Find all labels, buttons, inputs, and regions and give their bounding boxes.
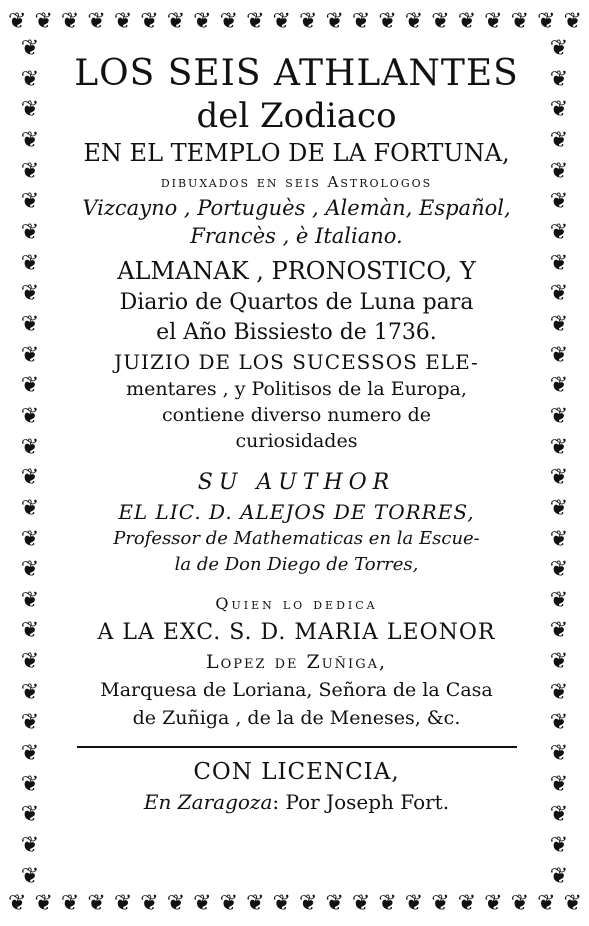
fleuron-icon: ❦	[20, 679, 40, 705]
fleuron-icon: ❦	[166, 891, 185, 916]
fleuron-icon: ❦	[20, 495, 40, 521]
fleuron-icon: ❦	[549, 802, 569, 828]
fleuron-icon: ❦	[20, 219, 40, 245]
fleuron-icon: ❦	[549, 250, 569, 276]
fleuron-icon: ❦	[549, 465, 569, 491]
dedicatee-title-line-2: de Zuñiga , de la de Meneses, &c.	[132, 707, 461, 729]
fleuron-icon: ❦	[20, 38, 40, 61]
imprint-separator: :	[272, 790, 286, 814]
horizontal-rule	[77, 746, 517, 748]
main-title: LOS SEIS ATHLANTES	[74, 53, 519, 94]
author-label: SU AUTHOR	[197, 470, 396, 495]
fleuron-icon: ❦	[20, 649, 40, 675]
dedication-intro: Quien lo dedica	[215, 594, 378, 613]
author-name: EL LIC. D. ALEJOS DE TORRES,	[118, 500, 475, 524]
curiosities-line: curiosidades	[235, 430, 358, 452]
ornamental-border-right	[539, 38, 579, 888]
fleuron-icon: ❦	[457, 9, 476, 34]
fleuron-icon: ❦	[549, 710, 569, 736]
fleuron-icon: ❦	[549, 342, 569, 368]
fleuron-icon: ❦	[431, 891, 449, 916]
fleuron-icon: ❦	[34, 891, 52, 916]
fleuron-icon: ❦	[549, 311, 569, 337]
fleuron-icon: ❦	[60, 9, 79, 34]
fleuron-icon: ❦	[378, 9, 396, 34]
fleuron-icon: ❦	[457, 891, 476, 916]
ornamental-border-bottom	[8, 886, 581, 922]
fleuron-icon: ❦	[20, 127, 40, 153]
fleuron-icon: ❦	[219, 9, 238, 34]
dedicatee-surname: Lopez de Zuñiga,	[205, 651, 388, 673]
fleuron-icon: ❦	[325, 891, 343, 916]
fleuron-icon: ❦	[549, 219, 569, 245]
fleuron-icon: ❦	[549, 618, 569, 644]
fleuron-icon: ❦	[20, 863, 40, 888]
title-subline: del Zodiaco	[196, 96, 397, 136]
fleuron-icon: ❦	[537, 9, 555, 34]
fleuron-icon: ❦	[20, 403, 40, 429]
ornamental-border-left	[10, 38, 50, 888]
fleuron-icon: ❦	[20, 587, 40, 613]
fleuron-icon: ❦	[549, 526, 569, 552]
fleuron-icon: ❦	[549, 66, 569, 92]
fleuron-icon: ❦	[20, 802, 40, 828]
almanak-diario-line: Diario de Quartos de Luna para	[119, 290, 474, 315]
fleuron-icon: ❦	[549, 557, 569, 583]
fleuron-icon: ❦	[60, 891, 79, 916]
author-role-line-1: Professor de Mathematicas en la Escue-	[113, 528, 480, 549]
fleuron-icon: ❦	[20, 465, 40, 491]
fleuron-icon: ❦	[272, 9, 290, 34]
fleuron-icon: ❦	[549, 833, 569, 859]
almanak-heading: ALMANAK , PRONOSTICO, Y	[117, 257, 476, 285]
fleuron-icon: ❦	[20, 618, 40, 644]
fleuron-icon: ❦	[431, 9, 449, 34]
fleuron-icon: ❦	[549, 587, 569, 613]
fleuron-icon: ❦	[549, 38, 569, 61]
title-page-text	[56, 46, 537, 876]
fleuron-icon: ❦	[20, 771, 40, 797]
fleuron-icon: ❦	[549, 649, 569, 675]
fleuron-icon: ❦	[549, 158, 569, 184]
fleuron-icon: ❦	[20, 373, 40, 399]
fleuron-icon: ❦	[20, 710, 40, 736]
imprint-printer: Por Joseph Fort.	[285, 790, 450, 814]
fleuron-icon: ❦	[8, 9, 26, 34]
fleuron-icon: ❦	[549, 403, 569, 429]
fleuron-icon: ❦	[510, 891, 529, 916]
fleuron-icon: ❦	[20, 833, 40, 859]
juizio-line: JUIZIO DE LOS SUCESSOS ELE-	[114, 350, 479, 374]
fleuron-icon: ❦	[20, 311, 40, 337]
fleuron-icon: ❦	[325, 9, 343, 34]
title-nations-line: Vizcayno , Portuguès , Alemàn, Español,	[82, 196, 511, 220]
licence-line: CON LICENCIA,	[193, 759, 400, 785]
imprint-line	[56, 788, 537, 816]
fleuron-icon: ❦	[351, 891, 370, 916]
fleuron-icon: ❦	[87, 9, 105, 34]
fleuron-icon: ❦	[20, 158, 40, 184]
fleuron-icon: ❦	[219, 891, 238, 916]
fleuron-icon: ❦	[484, 9, 502, 34]
fleuron-icon: ❦	[87, 891, 105, 916]
fleuron-icon: ❦	[20, 250, 40, 276]
dedicatee-title-line-1: Marquesa de Loriana, Señora de la Casa	[100, 679, 493, 701]
fleuron-icon: ❦	[351, 9, 370, 34]
fleuron-icon: ❦	[166, 9, 185, 34]
fleuron-icon: ❦	[20, 97, 40, 123]
fleuron-icon: ❦	[34, 9, 52, 34]
fleuron-icon: ❦	[549, 679, 569, 705]
fleuron-icon: ❦	[549, 97, 569, 123]
fleuron-icon: ❦	[563, 891, 581, 916]
title-astrologers-line: dibuxados en seis Astrologos	[160, 173, 433, 191]
fleuron-icon: ❦	[140, 891, 158, 916]
fleuron-icon: ❦	[246, 9, 264, 34]
fleuron-icon: ❦	[378, 891, 396, 916]
fleuron-icon: ❦	[272, 891, 290, 916]
fleuron-icon: ❦	[549, 434, 569, 460]
fleuron-icon: ❦	[537, 891, 555, 916]
fleuron-icon: ❦	[20, 434, 40, 460]
fleuron-icon: ❦	[404, 891, 423, 916]
dedicatee-name: A LA EXC. S. D. MARIA LEONOR	[97, 620, 496, 645]
fleuron-icon: ❦	[549, 189, 569, 215]
fleuron-icon: ❦	[193, 9, 211, 34]
fleuron-icon: ❦	[246, 891, 264, 916]
fleuron-icon: ❦	[140, 9, 158, 34]
fleuron-icon: ❦	[549, 863, 569, 888]
imprint-place: En Zaragoza	[143, 790, 273, 814]
fleuron-icon: ❦	[549, 495, 569, 521]
fleuron-icon: ❦	[8, 891, 26, 916]
juizio-continued-line: mentares , y Politisos de la Europa,	[126, 378, 467, 400]
title-nations-line-2: Francès , è Italiano.	[190, 224, 403, 248]
ornamental-border-top	[8, 4, 581, 40]
fleuron-icon: ❦	[193, 891, 211, 916]
fleuron-icon: ❦	[20, 526, 40, 552]
fleuron-icon: ❦	[563, 9, 581, 34]
fleuron-icon: ❦	[510, 9, 529, 34]
almanak-year-line: el Año Bissiesto de 1736.	[156, 320, 437, 345]
fleuron-icon: ❦	[20, 342, 40, 368]
fleuron-icon: ❦	[549, 127, 569, 153]
fleuron-icon: ❦	[298, 891, 317, 916]
title-temple-line: EN EL TEMPLO DE LA FORTUNA,	[83, 139, 510, 167]
fleuron-icon: ❦	[20, 557, 40, 583]
author-role-line-2: la de Don Diego de Torres,	[174, 554, 419, 575]
fleuron-icon: ❦	[298, 9, 317, 34]
fleuron-icon: ❦	[113, 9, 132, 34]
fleuron-icon: ❦	[113, 891, 132, 916]
fleuron-icon: ❦	[20, 281, 40, 307]
fleuron-icon: ❦	[549, 281, 569, 307]
fleuron-icon: ❦	[20, 189, 40, 215]
fleuron-icon: ❦	[404, 9, 423, 34]
fleuron-icon: ❦	[549, 373, 569, 399]
fleuron-icon: ❦	[549, 771, 569, 797]
fleuron-icon: ❦	[20, 741, 40, 767]
fleuron-icon: ❦	[20, 66, 40, 92]
contents-line: contiene diverso numero de	[161, 404, 432, 426]
fleuron-icon: ❦	[484, 891, 502, 916]
fleuron-icon: ❦	[549, 741, 569, 767]
